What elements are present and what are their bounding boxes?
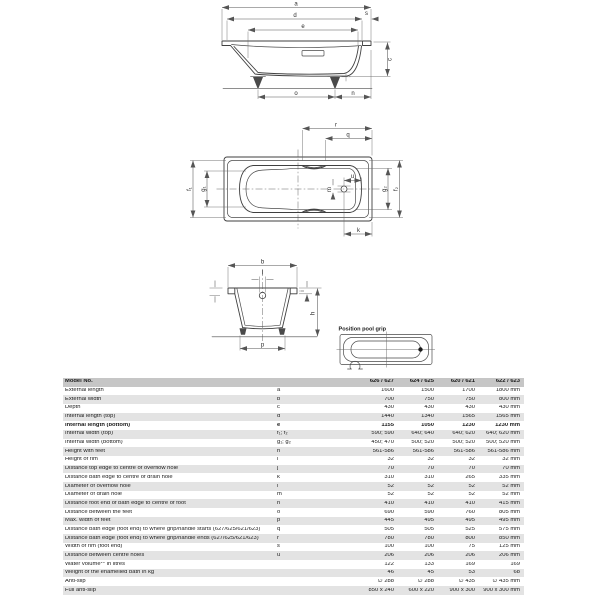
dim-label-u: u bbox=[350, 174, 355, 180]
dim-label-m: m bbox=[327, 187, 333, 192]
row-value: 561-586 bbox=[453, 448, 475, 454]
row-value: 52 bbox=[427, 483, 434, 489]
row-value: 1800 mm bbox=[495, 388, 520, 394]
row-value: 1500 bbox=[421, 388, 434, 394]
row-label: Max. width of feet bbox=[65, 518, 111, 524]
row-value: 32 bbox=[387, 457, 394, 463]
drain-symbol bbox=[348, 361, 363, 369]
dim-label-p: p bbox=[260, 342, 265, 349]
row-value: 1565 bbox=[462, 414, 475, 420]
row-label: Width of rim (foot end) bbox=[65, 544, 123, 550]
row-letter: r bbox=[277, 535, 279, 541]
dim-label-e: e bbox=[301, 24, 305, 30]
dim-label-f2: f₂ bbox=[393, 187, 400, 191]
row-value: 410 bbox=[465, 500, 475, 506]
bathtub-foot bbox=[240, 328, 247, 335]
row-value: 70 bbox=[468, 466, 475, 472]
dim-label-q: q bbox=[346, 132, 350, 139]
row-label: External length bbox=[65, 388, 104, 394]
row-letter: m bbox=[277, 492, 282, 498]
row-letter: n bbox=[277, 500, 281, 506]
table-row bbox=[63, 473, 524, 482]
row-value: 410 bbox=[384, 500, 394, 506]
row-value: 780 bbox=[424, 535, 434, 541]
column-header-model-no: 620 / 621 bbox=[450, 379, 475, 385]
column-header-model: Model No. bbox=[65, 379, 93, 385]
row-value: 640; 620 bbox=[452, 431, 475, 437]
row-label: Water volume** in litres bbox=[65, 561, 126, 567]
row-value: 415 mm bbox=[499, 500, 520, 506]
table-row bbox=[63, 543, 524, 552]
row-letter: i bbox=[277, 457, 279, 463]
side-view-drawing bbox=[222, 2, 394, 100]
row-value: 505 bbox=[424, 526, 434, 532]
row-value: 800 mm bbox=[499, 396, 520, 402]
table-row bbox=[63, 404, 524, 413]
row-value: 445 bbox=[384, 518, 394, 524]
row-label: Full anti-slip bbox=[65, 587, 96, 593]
row-label: Internal width (bottom) bbox=[65, 440, 123, 446]
table-row bbox=[63, 551, 524, 560]
row-value: 590; 590 bbox=[371, 431, 394, 437]
dim-label-i: i bbox=[300, 290, 306, 292]
row-value: 430 bbox=[424, 405, 434, 411]
row-letter: q bbox=[277, 526, 281, 532]
row-value: 45 bbox=[427, 570, 434, 576]
row-value: 310 bbox=[424, 474, 434, 480]
bathtub-foot bbox=[330, 77, 340, 88]
dim-label-d: d bbox=[293, 13, 297, 19]
row-letter: h bbox=[277, 448, 281, 454]
dim-label-k: k bbox=[357, 228, 360, 234]
grip-side-profile bbox=[302, 51, 324, 57]
row-value: 100 bbox=[384, 544, 394, 550]
row-letter: s bbox=[277, 544, 280, 550]
row-label: Distance bath edge (foot end) to where grip/handle starts (627/625/621/623) bbox=[65, 526, 261, 532]
column-header-model-no: 624 / 625 bbox=[409, 379, 434, 385]
row-label: External width bbox=[65, 396, 102, 402]
row-value: 430 bbox=[384, 405, 394, 411]
bathtub-foot bbox=[253, 77, 263, 88]
row-value: 1050 bbox=[421, 422, 434, 428]
row-value: 750 bbox=[465, 396, 475, 402]
row-value: 1230 bbox=[462, 422, 475, 428]
table-row bbox=[63, 439, 524, 448]
row-label: Diameter of overflow hole bbox=[65, 483, 131, 489]
row-letter: d bbox=[277, 414, 281, 420]
row-value: 561-586 bbox=[412, 448, 434, 454]
row-value: 600 x 220 bbox=[408, 587, 434, 593]
row-value: 133 bbox=[424, 561, 434, 567]
row-value: 495 bbox=[424, 518, 434, 524]
table-row bbox=[63, 569, 524, 578]
table-row bbox=[63, 395, 524, 404]
table-row bbox=[63, 465, 524, 474]
row-value: 52 bbox=[468, 492, 475, 498]
row-value: 800 bbox=[465, 535, 475, 541]
row-value: 1565 mm bbox=[495, 414, 520, 420]
table-row bbox=[63, 508, 524, 517]
table-row bbox=[63, 577, 524, 586]
row-value: 335 mm bbox=[499, 474, 520, 480]
row-value: 169 bbox=[510, 561, 520, 567]
column-header-model-no: 622 / 623 bbox=[495, 379, 520, 385]
row-value: 53 bbox=[468, 570, 475, 576]
row-value: 169 bbox=[465, 561, 475, 567]
row-letter: u bbox=[277, 552, 281, 558]
table-row bbox=[63, 413, 524, 422]
row-value: 1700 bbox=[462, 388, 475, 394]
row-letter: k bbox=[277, 474, 280, 480]
row-value: 850 mm bbox=[499, 535, 520, 541]
row-value: 575 mm bbox=[499, 526, 520, 532]
row-value: 495 bbox=[465, 518, 475, 524]
row-letter: o bbox=[277, 509, 281, 515]
row-label: Weight of the enamelled bath in kg bbox=[65, 570, 155, 576]
table-row bbox=[63, 456, 524, 465]
row-value: 32 mm bbox=[502, 457, 520, 463]
row-value: 805 mm bbox=[499, 509, 520, 515]
row-value: 32 bbox=[468, 457, 475, 463]
row-label: Distance between the feet bbox=[65, 509, 133, 515]
row-value: 1340 bbox=[421, 414, 434, 420]
row-value: 75 bbox=[468, 544, 475, 550]
row-letter: b bbox=[277, 396, 281, 402]
row-value: 46 bbox=[387, 570, 394, 576]
table-row bbox=[63, 525, 524, 534]
row-value: 52 mm bbox=[502, 492, 520, 498]
row-value: ∅ 435 mm bbox=[492, 578, 520, 584]
pool-grip-position-dot bbox=[418, 347, 422, 351]
dim-label-o: o bbox=[294, 91, 298, 97]
row-value: 206 bbox=[384, 552, 394, 558]
row-value: 52 bbox=[387, 483, 394, 489]
row-value: 52 bbox=[427, 492, 434, 498]
row-value: 780 bbox=[384, 535, 394, 541]
row-value: 495 mm bbox=[499, 518, 520, 524]
row-value: 70 bbox=[427, 466, 434, 472]
row-value: 525 bbox=[465, 526, 475, 532]
row-value: 450; 470 bbox=[371, 440, 394, 446]
row-value: 1440 bbox=[381, 414, 394, 420]
table-row bbox=[63, 421, 524, 430]
table-row bbox=[63, 560, 524, 569]
row-value: 900 x 300 mm bbox=[483, 587, 520, 593]
row-value: 700 bbox=[384, 396, 394, 402]
bathtub-foot bbox=[279, 328, 286, 335]
table-row bbox=[63, 517, 524, 526]
table-row bbox=[63, 499, 524, 508]
row-letter: a bbox=[277, 388, 281, 394]
row-value: 430 bbox=[465, 405, 475, 411]
row-value: 1230 mm bbox=[495, 422, 520, 428]
row-value: ∅ 288 bbox=[417, 578, 434, 584]
row-letter: c bbox=[277, 405, 280, 411]
dim-label-n: n bbox=[351, 91, 355, 97]
column-header-model-no: 626 / 627 bbox=[369, 379, 394, 385]
dim-label-a: a bbox=[294, 1, 298, 8]
dim-label-l: l bbox=[261, 270, 264, 277]
row-value: 70 mm bbox=[502, 466, 520, 472]
row-label: Distance between centre holes bbox=[65, 552, 145, 558]
row-value: ∅ 435 bbox=[458, 578, 475, 584]
row-letter: j bbox=[277, 466, 279, 472]
row-value: 500; 520 bbox=[411, 440, 434, 446]
rim-inner-edge-line bbox=[232, 45, 362, 48]
row-value: 1155 bbox=[381, 422, 394, 428]
row-value: 690 bbox=[384, 509, 394, 515]
row-value: 206 bbox=[424, 552, 434, 558]
row-letter: p bbox=[277, 518, 281, 524]
row-letter: f₁; f₂ bbox=[277, 431, 288, 437]
row-value: 52 bbox=[468, 483, 475, 489]
row-value: 900 x 300 bbox=[449, 587, 475, 593]
row-value: 430 mm bbox=[499, 405, 520, 411]
row-value: 125 mm bbox=[499, 544, 520, 550]
table-row bbox=[63, 482, 524, 491]
row-value: 32 bbox=[427, 457, 434, 463]
row-label: Distance bath edge to centre of drain hole bbox=[65, 474, 173, 480]
row-value: 265 bbox=[465, 474, 475, 480]
row-value: 640; 640 bbox=[411, 431, 434, 437]
row-label: Anti-slip bbox=[65, 578, 86, 584]
row-value: 410 bbox=[424, 500, 434, 506]
table-row bbox=[63, 387, 524, 396]
table-header-row bbox=[63, 378, 524, 387]
row-label: Internal length (top) bbox=[65, 414, 116, 420]
row-label: Depth bbox=[65, 405, 81, 411]
table-row bbox=[63, 447, 524, 456]
row-label: Internal length (bottom) bbox=[65, 422, 131, 428]
row-value: 206 mm bbox=[499, 552, 520, 558]
dim-label-s: s bbox=[365, 11, 368, 17]
row-letter: g₁; g₂ bbox=[277, 440, 291, 446]
row-value: 68 bbox=[513, 570, 520, 576]
row-value: 561-586 bbox=[372, 448, 394, 454]
pool-grip-title: Position pool grip bbox=[338, 326, 387, 333]
dim-label-g1: g₁ bbox=[201, 186, 207, 192]
pool-grip-diagram bbox=[337, 327, 436, 370]
table-row bbox=[63, 534, 524, 543]
row-value: 500; 520 mm bbox=[486, 440, 520, 446]
row-value: 505 bbox=[384, 526, 394, 532]
plan-view-drawing bbox=[187, 123, 403, 237]
table-row bbox=[63, 586, 524, 595]
dim-label-r: r bbox=[335, 122, 337, 129]
row-label: Diameter of drain hole bbox=[65, 492, 123, 498]
row-value: 561-586 mm bbox=[487, 448, 520, 454]
row-label: Internal width (top) bbox=[65, 431, 114, 437]
spec-table bbox=[63, 378, 524, 595]
end-view-drawing bbox=[210, 260, 322, 351]
row-value: 1600 bbox=[381, 388, 394, 394]
row-value: 310 bbox=[384, 474, 394, 480]
dim-label-b: b bbox=[260, 259, 265, 266]
row-value: 70 bbox=[387, 466, 394, 472]
row-value: 500; 520 bbox=[452, 440, 475, 446]
row-value: 52 mm bbox=[502, 483, 520, 489]
row-value: 760 bbox=[465, 509, 475, 515]
dim-label-f1: f₁ bbox=[187, 187, 193, 191]
row-label: Height with feet bbox=[65, 448, 105, 454]
dim-label-c: c bbox=[387, 58, 394, 61]
row-label: Distance top edge to centre of overflow hole bbox=[65, 466, 179, 472]
dim-label-h: h bbox=[310, 311, 317, 316]
table-row bbox=[63, 491, 524, 500]
row-letter: l bbox=[277, 483, 279, 489]
row-value: 750 bbox=[424, 396, 434, 402]
row-value: 206 bbox=[465, 552, 475, 558]
row-value: 850 x 240 bbox=[368, 587, 394, 593]
row-value: 122 bbox=[384, 561, 394, 567]
table-row bbox=[63, 430, 524, 439]
row-value: ∅ 288 bbox=[377, 578, 394, 584]
row-letter: e bbox=[277, 422, 281, 428]
row-value: 52 bbox=[387, 492, 394, 498]
dim-label-g2: g₂ bbox=[382, 186, 388, 192]
row-value: 640; 620 mm bbox=[486, 431, 520, 437]
row-value: 100 bbox=[424, 544, 434, 550]
row-label: Distance foot end of bath edge to centre of foot bbox=[65, 500, 186, 506]
row-value: 590 bbox=[424, 509, 434, 515]
row-label: Distance bath edge (foot end) to where grip/handle ends (627/625/621/623) bbox=[65, 535, 259, 541]
row-label: Height of rim bbox=[65, 457, 98, 463]
